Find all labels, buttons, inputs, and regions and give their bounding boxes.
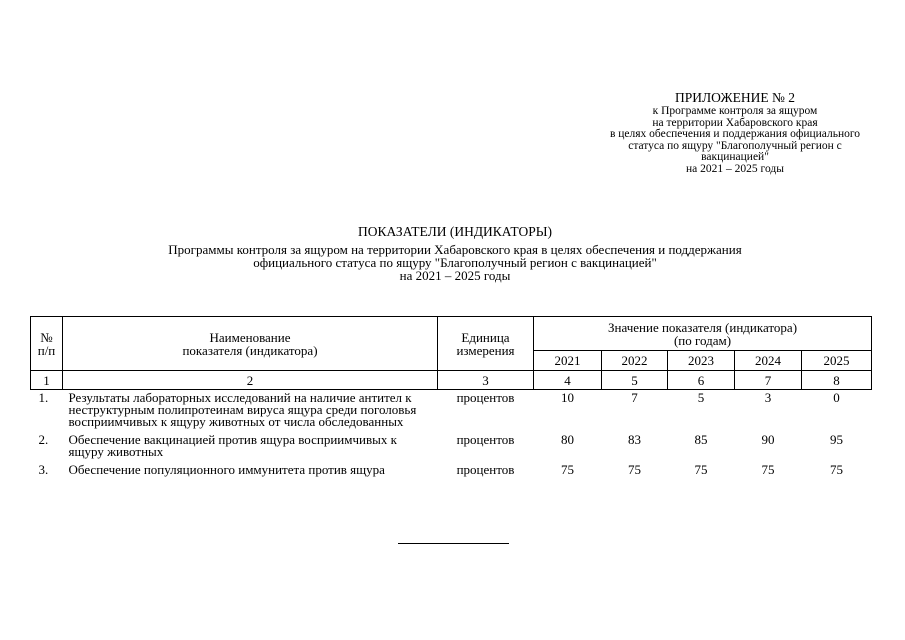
header-unit [438, 317, 534, 371]
table-row [31, 390, 872, 433]
document-title: ПОКАЗАТЕЛИ (ИНДИКАТОРЫ) [358, 224, 552, 239]
indicator-value-2022: 83 [628, 432, 641, 447]
header-number [31, 317, 63, 371]
appendix-line: на территории Хабаровского края [652, 116, 818, 129]
appendix-line: к Программе контроля за ящуром [652, 105, 818, 117]
indicator-value-2024: 75 [761, 462, 775, 477]
indicator-value-2021: 80 [561, 432, 574, 447]
appendix-line: на 2021 – 2025 годы [686, 162, 784, 175]
end-divider [398, 543, 509, 544]
table-row [31, 432, 872, 462]
indicator-value-2024: 90 [761, 432, 775, 447]
indicator-unit: процентов [456, 390, 515, 405]
appendix-line: вакцинацией" [701, 151, 769, 163]
header-values-line2: (по годам) [673, 332, 732, 348]
indicator-value-2023: 5 [697, 390, 705, 405]
indicator-unit: процентов [456, 432, 515, 447]
header-year: 2022 [602, 351, 668, 371]
indicator-value-2021: 75 [561, 462, 574, 477]
column-number: 3 [438, 371, 534, 390]
column-number: 1 [31, 371, 63, 390]
table-header-row [31, 317, 872, 351]
indicator-value-2022: 75 [628, 462, 641, 477]
appendix-line: в целях обеспечения и поддержания официального [609, 128, 861, 140]
indicator-value-2023: 85 [694, 432, 708, 447]
header-year: 2023 [668, 351, 735, 371]
appendix-block [590, 90, 880, 175]
header-year: 2024 [735, 351, 802, 371]
indicator-name: Обеспечение вакцинацией против ящура восприимчивых к ящуру животных [68, 432, 397, 459]
indicator-name: Результаты лабораторных исследований на наличие антител к неструктурным полипротеинам вируса ящура среди поголовья восприимчивых к ящуру животных от числа обследованных [68, 390, 417, 429]
indicator-value-2025: 75 [830, 462, 844, 477]
indicator-unit: процентов [456, 462, 515, 477]
header-year: 2025 [802, 351, 872, 371]
document-subtitle-line: официального статуса по ящуру "Благополучный регион с вакцинацией" [253, 255, 657, 270]
column-number: 4 [534, 371, 602, 390]
appendix-title: ПРИЛОЖЕНИЕ № 2 [674, 90, 796, 105]
document-subtitle-line: Программы контроля за ящуром на территории Хабаровского края в целях обеспечения и поддержания [168, 242, 742, 257]
indicator-value-2024: 3 [764, 390, 772, 405]
indicator-value-2023: 75 [694, 462, 708, 477]
row-number: 3. [38, 462, 49, 477]
header-name [63, 317, 438, 371]
header-number-line1: № [40, 329, 53, 345]
column-number-row [31, 371, 872, 390]
header-values-line1: Значение показателя (индикатора) [608, 319, 798, 335]
indicator-name: Обеспечение популяционного иммунитета против ящура [68, 462, 385, 477]
indicator-value-2025: 0 [833, 390, 840, 405]
column-number: 2 [63, 371, 438, 390]
document-subtitle-line: на 2021 – 2025 годы [399, 268, 511, 283]
column-number: 8 [802, 371, 872, 390]
appendix-line: статуса по ящуру "Благополучный регион с [628, 139, 842, 152]
column-number: 6 [668, 371, 735, 390]
row-number: 2. [38, 432, 49, 447]
header-unit-line1: Единица [461, 329, 510, 345]
header-year: 2021 [534, 351, 602, 371]
table-row [31, 462, 872, 480]
header-values [534, 317, 872, 351]
indicator-value-2021: 10 [561, 390, 574, 405]
column-number: 7 [735, 371, 802, 390]
document-heading [60, 224, 850, 282]
header-name-line1: Наименование [209, 329, 291, 345]
header-unit-line2: измерения [456, 342, 515, 358]
row-number: 1. [38, 390, 49, 405]
column-number: 5 [602, 371, 668, 390]
indicator-value-2025: 95 [830, 432, 844, 447]
header-number-line2: п/п [37, 342, 56, 358]
indicator-value-2022: 7 [631, 390, 638, 405]
header-name-line2: показателя (индикатора) [182, 342, 318, 358]
indicators-table [30, 316, 872, 480]
